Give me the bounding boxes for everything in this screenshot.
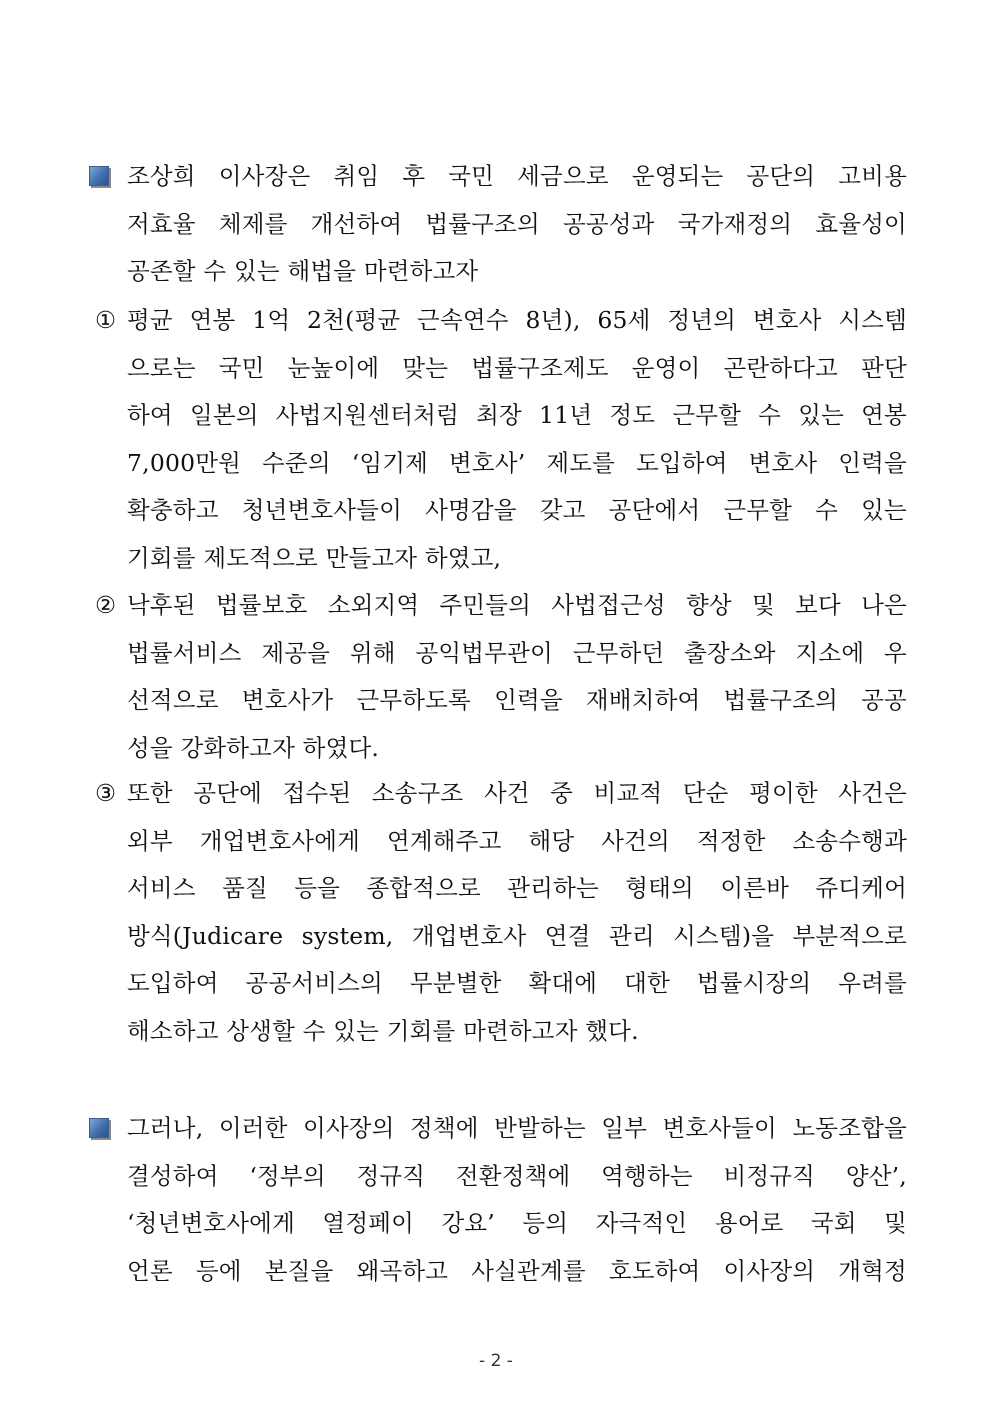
word: 만들고자 [325,543,418,572]
word: 고비용 [838,162,907,190]
word: 낙후된 [127,591,196,619]
word: 공공서비스의 [245,969,383,997]
text-line [127,638,907,668]
word: 법률보호 [215,591,308,619]
text-line [127,778,907,808]
word: 65세 [597,306,651,334]
text-line [127,826,907,856]
word: 변호사 [752,306,822,334]
word: 후 [402,162,426,190]
word: 강화하고자 [180,733,295,762]
word: 등의 [522,1209,569,1237]
word: 있는 [861,496,907,524]
text-line [127,1113,907,1143]
word: 맞는 [402,353,449,382]
word: 인력을 [838,448,907,477]
word: 국회 [810,1209,857,1237]
word: 시스템)을 [673,921,775,950]
word: 비정규직 [723,1161,816,1190]
word: 정책에 [410,1114,479,1142]
word: 법률시장의 [696,969,812,997]
section-bullet-icon [89,166,109,186]
word: 8년), [525,306,581,334]
word: 공익법무관이 [415,638,553,667]
word: 저효율 [127,209,196,238]
word: 청년변호사들이 [241,496,402,524]
word: 취임 [333,162,380,190]
word: 근무하던 [572,638,665,667]
word: 사명감을 [425,496,517,524]
word: 연봉 [861,401,907,429]
word: 근무할 [672,401,742,429]
word: 변호사가 [241,686,334,714]
word: 소송구조 [371,779,464,807]
word: 수 [815,496,839,524]
text-line [127,968,907,998]
word: 중 [550,779,574,807]
text-line [127,1256,907,1286]
word: 11년 [539,401,593,429]
word: 효율성이 [815,209,907,238]
word: 운영이 [631,353,701,382]
word: 도입하여 [127,969,219,997]
word: 있는 [333,1016,380,1045]
word: 사건은 [838,779,907,807]
text-line [127,590,907,620]
word: 사법지원센터처럼 [275,401,459,429]
word: 해당 [528,826,575,855]
word: 시스템 [838,306,907,334]
word: 관리하는 [507,874,599,902]
item-number-marker: ① [95,306,117,334]
word: 단순 [682,779,729,807]
word: 법률구조의 [723,686,839,714]
word: 향상 [685,591,732,619]
word: 열정페이 [322,1209,415,1237]
word: 소송수행과 [792,826,907,855]
word: 사실관계를 [471,1256,586,1285]
word: 근무하도록 [356,686,471,714]
word: 으로는 [127,353,196,382]
word: 부분적으로 [792,921,907,950]
word: 방식(Judicare [127,921,284,950]
text-line [127,873,907,903]
text-line [127,543,501,573]
word: 성을 [127,733,173,762]
word: 법률구조제도 [471,353,609,382]
word: 역행하는 [601,1161,693,1190]
text-line [127,448,907,478]
word: 등에 [195,1256,242,1285]
item-number-marker: ② [95,591,117,619]
word: 이사장은 [218,162,311,190]
word: 하여 [127,401,173,429]
word: 하였고, [424,543,502,572]
text-line [127,256,478,286]
word: 관리 [608,921,655,950]
word: 확대에 [528,969,598,997]
word: 근무할 [723,496,793,524]
word: 최장 [476,401,522,429]
word: 연봉 [189,306,236,334]
word: 양산’, [845,1161,907,1190]
word: 조상희 [127,162,196,190]
word: 상생할 [226,1016,295,1045]
word: 개업변호사 [411,921,527,950]
word: 비교적 [593,779,663,807]
word: 판단 [861,353,907,382]
word: 해소하고 [127,1016,219,1045]
word: 국민 [448,162,495,190]
word: 했다. [585,1016,639,1045]
word: system, [301,921,394,950]
word: 곤란하다고 [723,353,839,382]
word: 일본의 [189,401,259,429]
text-line [127,209,907,239]
word: 일부 [601,1114,647,1142]
word: 하였다. [302,733,380,762]
word: 출장소와 [684,638,776,667]
word: 소외지역 [327,591,420,619]
word: 주민들의 [439,591,532,619]
word: 눈높이에 [287,353,380,382]
word: 마련하고자 [363,257,479,285]
word: 연결 [544,921,591,950]
word: 갖고 [539,496,586,524]
word: 체제를 [218,209,288,238]
word: 및 [751,591,775,619]
word: 이사장의 [723,1256,816,1285]
word: 자극적인 [595,1209,688,1237]
text-line [127,1016,639,1046]
text-line [127,495,907,525]
text-line [127,1161,907,1191]
word: 본질을 [264,1256,334,1285]
word: 제도적으로 [203,543,318,572]
word: 공공성과 [562,209,655,238]
word: 형태의 [625,874,694,902]
word: 대한 [624,969,670,997]
word: 강요’ [441,1209,495,1237]
word: 무분별한 [409,969,502,997]
word: 언론 [127,1256,173,1285]
word: 수준의 [262,448,331,477]
text-line [127,1208,907,1238]
word: 국가재정의 [677,209,793,238]
word: 변호사’ [449,448,526,477]
word: 사법접근성 [551,591,666,619]
word: 위해 [349,638,396,667]
word: 공공 [861,686,907,714]
word: 수 [302,1016,326,1045]
word: 나은 [861,591,907,619]
word: 사건의 [601,826,670,855]
word: 제공을 [261,638,331,667]
word: 이사장의 [302,1114,395,1142]
word: 해법을 [287,257,357,285]
word: 정도 [609,401,656,429]
word: 정규직 [356,1161,426,1190]
word: 우려를 [838,969,907,997]
word: 확충하고 [127,496,219,524]
word: 법률서비스 [127,638,242,667]
word: 쥬디케어 [815,874,907,902]
word: 결성하여 [127,1161,219,1190]
word: 개선하여 [310,209,403,238]
word: 공단에 [193,779,263,807]
word: 제도를 [546,448,616,477]
word: 적정한 [696,826,766,855]
word: 2천(평균 [307,306,401,334]
word: 기회를 [127,543,196,572]
word: 호도하여 [608,1256,701,1285]
word: 이러한 [218,1114,288,1142]
word: 지소에 [795,638,865,667]
text-line [127,733,379,763]
word: 우 [884,638,907,667]
word: 또한 [127,779,173,807]
word: 근속연수 [417,306,509,334]
word: 법률구조의 [425,209,540,238]
word: 변호사 [748,448,818,477]
word: ‘임기제 [351,448,429,477]
text-line [127,685,907,715]
item-number-marker: ③ [95,779,117,807]
word: 선적으로 [127,686,219,714]
word: 평균 [127,306,173,334]
word: 인력을 [494,686,563,714]
word: 왜곡하고 [356,1256,449,1285]
word: 공존할 [127,257,196,285]
word: 사건 [483,779,530,807]
word: 재배치하여 [585,686,701,714]
word: 정년의 [667,306,737,334]
word: 노동조합을 [792,1114,907,1142]
word: 국민 [218,353,265,382]
word: 세금으로 [517,162,609,190]
word: 평이한 [749,779,818,807]
page-number: - 2 - [479,1351,513,1371]
word: 수 [758,401,782,429]
word: 외부 [127,826,173,855]
word: 수 [203,257,227,285]
word: ‘청년변호사에게 [127,1209,295,1237]
word: 전환정책에 [455,1161,571,1190]
word: 연계해주고 [387,826,502,855]
word: 접수된 [282,779,352,807]
word: 개업변호사에게 [199,826,361,855]
word: 품질 [222,874,268,902]
word: 1억 [252,306,291,334]
word: 있는 [798,401,844,429]
word: 변호사들이 [662,1114,777,1142]
word: 도입하여 [636,448,728,477]
word: 이른바 [720,874,790,902]
word: 개혁정 [838,1256,907,1285]
word: 및 [884,1209,907,1237]
text-line [127,400,907,430]
word: 그러나, [127,1114,204,1142]
word: 보다 [795,591,841,619]
word: 기회를 [386,1016,456,1045]
word: 종합적으로 [366,874,481,902]
word: 마련하고자 [463,1016,578,1045]
word: 서비스 [127,874,196,902]
word: 7,000만원 [127,448,242,477]
word: 등을 [294,874,341,902]
word: 운영되는 [631,162,724,190]
word: ‘정부의 [249,1161,326,1190]
text-line [127,921,907,951]
text-line [127,305,907,335]
word: 있는 [233,257,280,285]
word: 공단의 [746,162,816,190]
word: 용어로 [714,1209,784,1237]
text-line [127,161,907,191]
text-line [127,353,907,383]
word: 반발하는 [494,1114,586,1142]
word: 공단에서 [608,496,701,524]
section-bullet-icon [89,1118,109,1138]
